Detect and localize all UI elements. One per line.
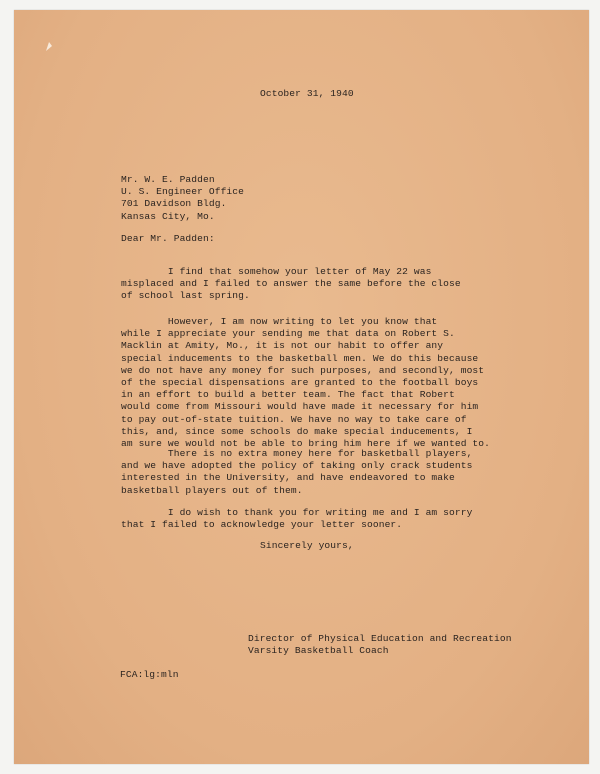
address-line: Kansas City, Mo. — [121, 210, 215, 222]
letter-page — [14, 10, 589, 764]
salutation: Dear Mr. Padden: — [121, 233, 215, 244]
signature-block — [248, 633, 512, 657]
body-paragraph: I do wish to thank you for writing me and I am sorry that I failed to acknowledge your letter sooner. — [121, 507, 473, 531]
signature-title: Varsity Basketball Coach — [248, 645, 389, 657]
signature-title: Director of Physical Education and Recreation — [248, 633, 512, 644]
address-line: Mr. W. E. Padden — [121, 174, 215, 185]
reference-initials: FCA:lg:mln — [120, 669, 179, 680]
recipient-address — [121, 174, 244, 223]
paper-mark-icon — [44, 40, 54, 52]
body-paragraph: However, I am now writing to let you know that while I appreciate your sending me that data on Robert S. Macklin at Amity, Mo., it is not our habit to offer any special inducements to the basketball men. We do this because we do not have any money for such purposes, and secondly, most of the special dispensations are granted to the football boys in an effort to build a better team. The fact that Robert would come from Missouri would have made it necessary for him to pay out-of-state tuition. We have no way to take care of this, and, since some schools do make special inducements, I am sure we would not be able to bring him here if we wanted to. — [121, 316, 491, 450]
body-paragraph: I find that somehow your letter of May 22 was misplaced and I failed to answer the same before the close of school last spring. — [121, 266, 461, 302]
letter-date: October 31, 1940 — [260, 88, 354, 99]
address-line: 701 Davidson Bldg. — [121, 198, 227, 210]
address-line: U. S. Engineer Office — [121, 186, 245, 198]
closing: Sincerely yours, — [260, 540, 354, 551]
body-paragraph: There is no extra money here for basketball players, and we have adopted the policy of taking only crack students interested in the University, and have endeavored to make basketball players out of them. — [121, 448, 473, 496]
